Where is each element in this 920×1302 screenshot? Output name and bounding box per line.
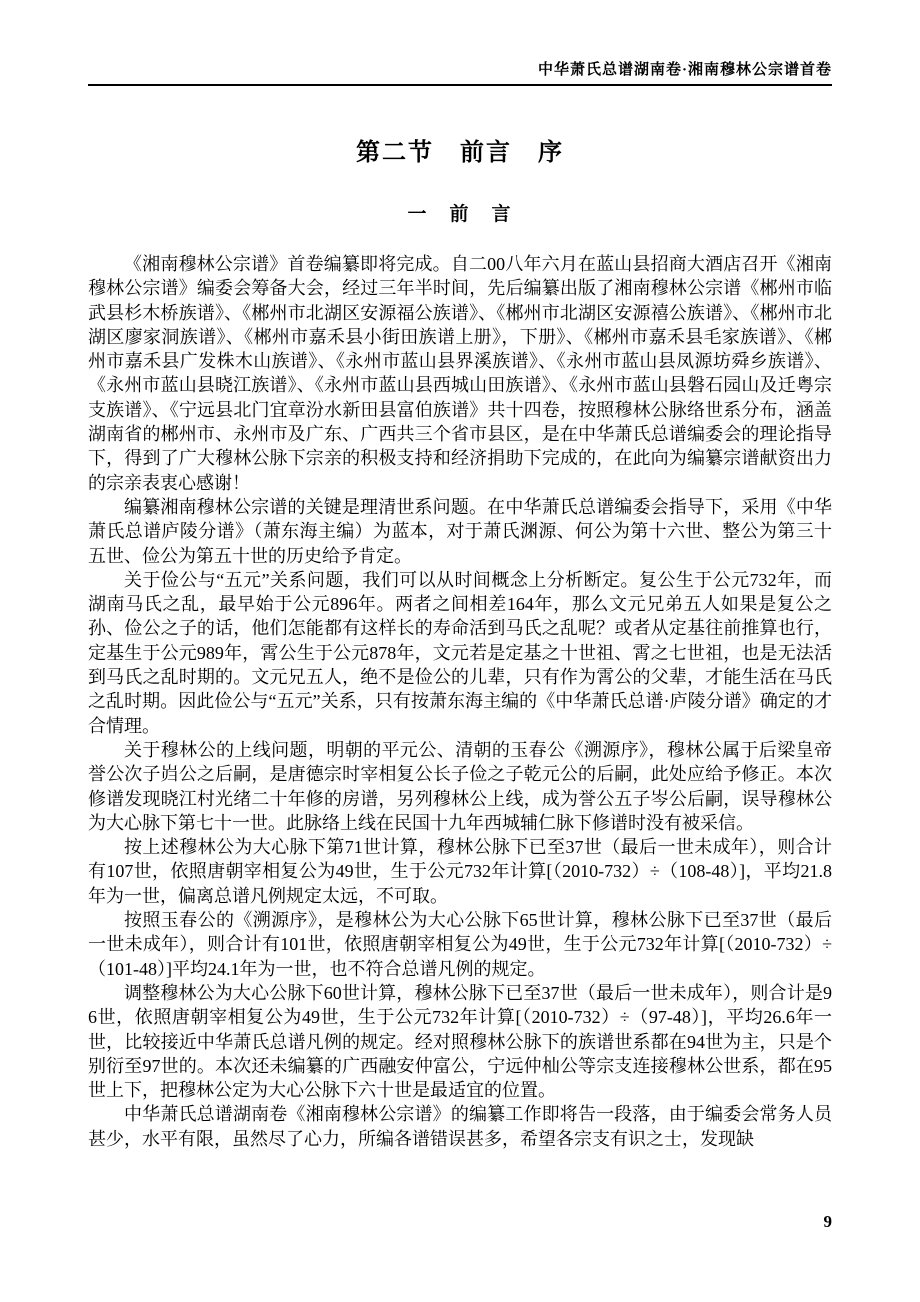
running-header: 中华萧氏总谱湖南卷·湘南穆林公宗谱首卷 (537, 62, 832, 78)
paragraph-5: 按上述穆林公为大心脉下第71世计算，穆林公脉下已至37世（最后一世未成年），则合计有107世，依照唐朝宰相复公为49世，生于公元732年计算[（2010-732）÷（108-48）]，平均21.8年为一世，偏离总谱凡例规定太远，不可取。 (88, 837, 832, 906)
paragraph-8: 中华萧氏总谱湖南卷《湘南穆林公宗谱》的编纂工作即将告一段落，由于编委会常务人员甚少，水平有限，虽然尽了心力，所编各谱错误甚多，希望各宗支有识之士，发现缺 (88, 1104, 832, 1149)
section-title: 第二节 前言 序 (356, 140, 564, 166)
paragraph-6: 按照玉春公的《溯源序》，是穆林公为大心公脉下65世计算，穆林公脉下已至37世（最后一世未成年），则合计有101世，依照唐朝宰相复公为49世，生于公元732年计算[（2010-732）÷（101-48）]平均24.1年为一世，也不符合总谱凡例的规定。 (88, 910, 832, 979)
paragraph-4: 关于穆林公的上线问题，明朝的平元公、清朝的玉春公《溯源序》，穆林公属于后梁皇帝誉公次子岿公之后嗣，是唐德宗时宰相复公长子俭之子乾元公的后嗣，此处应给予修正。本次修谱发现晓江村光绪二十年修的房谱，另列穆林公上线，成为誉公五子岑公后嗣，误导穆林公为大心脉下第七十一世。此脉络上线在民国十九年西城辅仁脉下修谱时没有被采信。 (88, 739, 832, 833)
body-text (88, 252, 832, 1151)
header-rule (88, 84, 832, 86)
paragraph-3: 关于俭公与“五元”关系问题，我们可以从时间概念上分析断定。复公生于公元732年，而湖南马氏之乱，最早始于公元896年。两者之间相差164年，那么文元兄弟五人如果是复公之孙、俭公之子的话，他们怎能都有这样长的寿命活到马氏之乱呢？或者从定基往前推算也行，定基生于公元989年，霄公生于公元878年，文元若是定基之十世祖、霄之七世祖，也是无法活到马氏之乱时期的。文元兄五人，绝不是俭公的儿辈，只有作为霄公的父辈，才能生活在马氏之乱时期。因此俭公与“五元”关系，只有按萧东海主编的《中华萧氏总谱·庐陵分谱》确定的才合情理。 (88, 569, 832, 736)
paragraph-1: 《湘南穆林公宗谱》首卷编纂即将完成。自二00八年六月在蓝山县招商大酒店召开《湘南穆林公宗谱》编委会筹备大会，经过三年半时间，先后编纂出版了湘南穆林公宗谱《郴州市临武县杉木桥族谱》、《郴州市北湖区安源福公族谱》、《郴州市北湖区安源禧公族谱》、《郴州市北湖区廖家洞族谱》、《郴州市嘉禾县小街田族谱上册》，下册》、《郴州市嘉禾县毛家族谱》、《郴州市嘉禾县广发株木山族谱》、《永州市蓝山县界溪族谱》、《永州市蓝山县凤源坊舜乡族谱》、《永州市蓝山县晓江族谱》、《永州市蓝山县西城山田族谱》、《永州市蓝山县磐石园山及迁粤宗支族谱》、《宁远县北门宜章汾水新田县富伯族谱》共十四卷，按照穆林公脉络世系分布，涵盖湖南省的郴州市、永州市及广东、广西共三个省市县区，是在中华萧氏总谱编委会的理论指导下，得到了广大穆林公脉下宗亲的积极支持和经济捐助下完成的，在此向为编纂宗谱献资出力的宗亲表衷心感谢！ (88, 254, 832, 493)
paragraph-2: 编纂湘南穆林公宗谱的关键是理清世系问题。在中华萧氏总谱编委会指导下，采用《中华萧氏总谱庐陵分谱》（萧东海主编）为蓝本，对于萧氏渊源、何公为第十六世、整公为第三十五世、俭公为第五十世的历史给予肯定。 (88, 496, 832, 566)
page-number: 9 (823, 1212, 832, 1231)
paragraph-7: 调整穆林公为大心公脉下60世计算，穆林公脉下已至37世（最后一世未成年），则合计是96世，依照唐朝宰相复公为49世，生于公元732年计算[（2010-732）÷（97-48）]，平均26.6年一世，比较接近中华萧氏总谱凡例的规定。经对照穆林公脉下的族谱世系都在94世为主，只是个别衍至97世的。本次还未编纂的广西融安仲富公，宁远仲杣公等宗支连接穆林公世系，都在95世上下，把穆林公定为大心公脉下六十世是最适宜的位置。 (88, 982, 832, 1101)
subsection-title: 一 前 言 (407, 204, 513, 225)
